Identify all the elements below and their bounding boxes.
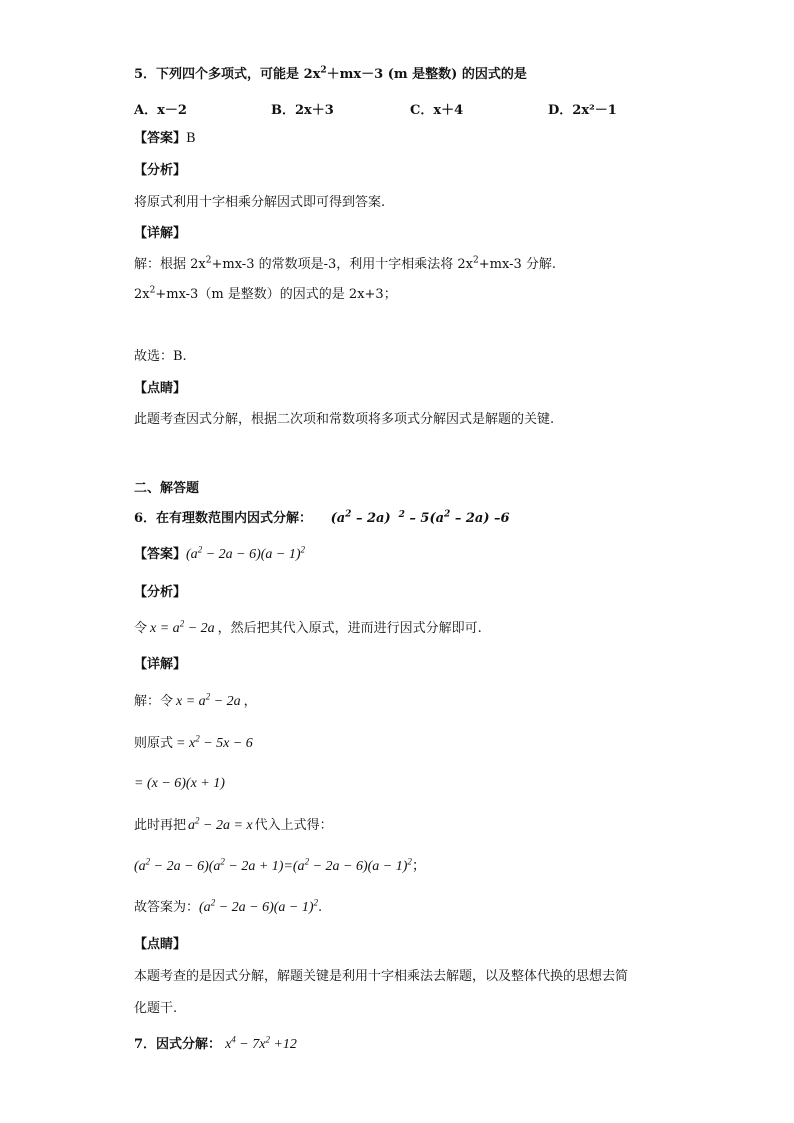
text: +mx-3 分解. [478, 257, 557, 272]
text: +mx-3（m 是整数）的因式的是 2x+3； [155, 287, 397, 302]
text: − 5x − 6 [199, 736, 253, 751]
q6-comment-line-2: 化题干. [134, 1001, 178, 1016]
q5-option-a [134, 99, 187, 118]
text: (a [330, 511, 346, 526]
text: +mx-3 的常数项是-3，利用十字相乘法将 2x [211, 257, 474, 272]
q5-stem-sup: 2 [320, 65, 327, 76]
q5-option-c [410, 99, 463, 118]
q5-stem-text-a: 下列四个多项式，可能是 2x [156, 67, 321, 82]
answer-tag: 【答案】 [134, 547, 187, 562]
sup: 2 [210, 897, 216, 908]
q6-detail-line-1 [134, 693, 257, 711]
answer-math [186, 544, 306, 562]
q6-number: 6． [134, 511, 157, 526]
text: − 2a − 6)(a − 1) [215, 900, 314, 915]
q5-option-b [271, 99, 334, 118]
q5-option-d [548, 99, 617, 118]
q7-stem [134, 1036, 297, 1054]
option-text: 2x＋3 [295, 103, 334, 118]
text: x = a [176, 694, 206, 709]
sup: 2 [220, 856, 225, 867]
q6-analysis-text [134, 620, 482, 638]
q5-comment-tag: 【点睛】 [134, 381, 187, 396]
text: − 2a [184, 621, 215, 636]
option-label: D． [548, 103, 573, 118]
q5-comment-text: 此题考查因式分解，根据二次项和常数项将多项式分解因式是解题的关键. [134, 412, 555, 427]
sup: 2 [304, 856, 310, 867]
answer-value: B [186, 131, 196, 146]
text: x = a [150, 621, 180, 636]
sup: 2 [444, 509, 451, 520]
text: (a [199, 900, 211, 915]
q6-analysis-tag: 【分析】 [134, 585, 187, 600]
sup: 4 [231, 1034, 236, 1045]
option-label: A． [134, 103, 158, 118]
q5-stem-text-b: ＋mx－3 (m 是整数) 的因式的是 [326, 67, 527, 82]
q5-answer [134, 130, 196, 148]
text: (a [186, 547, 198, 562]
math [150, 618, 215, 636]
math [176, 733, 253, 751]
option-text: x＋4 [433, 103, 464, 118]
text: 此时再把 [134, 818, 187, 833]
answer-tag: 【答案】 [134, 131, 187, 146]
q6-stem-text: 在有理数范围内因式分解： [156, 511, 313, 526]
text: − 7x [235, 1037, 266, 1052]
text: − 2a [210, 694, 241, 709]
text: x [225, 1037, 232, 1052]
text: – 2a) –6 [450, 511, 510, 526]
q5-choose: 故选：B. [134, 349, 187, 364]
sup: 2 [313, 897, 319, 908]
q6-detail-tag: 【详解】 [134, 657, 187, 672]
text: ， [243, 694, 257, 709]
q7-stem-text: 因式分解： [156, 1037, 222, 1052]
text: ； [411, 859, 426, 874]
option-label: B． [271, 103, 295, 118]
q5-analysis-tag: 【分析】 [134, 163, 187, 178]
q7-number: 7． [134, 1037, 157, 1052]
q6-detail-line-3: = (x − 6)(x + 1) [134, 776, 225, 791]
text: − 2a − 6)(a − 1) [309, 859, 408, 874]
option-label: C． [410, 103, 434, 118]
q5-detail-line-1 [134, 256, 556, 274]
text: − 2a + 1)=(a [224, 859, 305, 874]
text: 则原式 [134, 736, 174, 751]
text: − 2a − 6)(a − 1) [202, 547, 301, 562]
text: = x [176, 736, 196, 751]
q6-comment-line-1: 本题考查的是因式分解，解题关键是利用十字相乘法去解题，以及整体代换的思想去简 [134, 969, 629, 984]
sup: 2 [407, 856, 412, 867]
math [188, 815, 253, 833]
math [199, 897, 319, 915]
sup: 2 [195, 815, 200, 826]
q6-final-answer [134, 899, 322, 917]
text: 解：令 [134, 694, 174, 709]
text: (a [134, 859, 146, 874]
text: 2x [134, 287, 150, 302]
q5-detail-line-2 [134, 286, 397, 304]
q7-expression [225, 1034, 297, 1052]
sup: 2 [205, 691, 211, 702]
sup: 2 [197, 544, 203, 555]
q5-stem [134, 66, 527, 84]
section-title: 二、解答题 [134, 481, 200, 496]
sup: 2 [145, 856, 151, 867]
option-text: x－2 [157, 103, 187, 118]
sup: 2 [300, 544, 306, 555]
text: +12 [269, 1037, 297, 1052]
q5-analysis-text: 将原式利用十字相乘分解因式即可得到答案. [134, 195, 386, 210]
q6-expression [331, 511, 510, 526]
text: 故答案为： [134, 900, 200, 915]
q6-stem [134, 510, 510, 528]
sup: 2 [265, 1034, 270, 1045]
text: 代入上式得： [254, 818, 333, 833]
q6-detail-line-5 [134, 858, 426, 876]
sup: 2 [205, 255, 212, 266]
text: . [318, 900, 323, 915]
text: – 2a) [351, 511, 391, 526]
text: 令 [134, 621, 148, 636]
option-text: 2x²－1 [572, 103, 617, 118]
text: 解：根据 2x [134, 257, 206, 272]
q6-answer [134, 546, 305, 564]
q6-detail-line-4 [134, 817, 333, 835]
sup: 2 [149, 285, 156, 296]
sup: 2 [345, 509, 352, 520]
math [176, 691, 241, 709]
text: – 5(a [404, 511, 445, 526]
q6-detail-line-2 [134, 735, 253, 753]
sup: 2 [473, 255, 479, 266]
sup: 2 [398, 509, 405, 520]
text: ，然后把其代入原式，进而进行因式分解即可. [217, 621, 482, 636]
q5-detail-tag: 【详解】 [134, 226, 187, 241]
sup: 2 [195, 733, 200, 744]
q6-comment-tag: 【点睛】 [134, 937, 187, 952]
q5-number: 5． [134, 67, 157, 82]
text: − 2a = x [199, 818, 253, 833]
text: a [188, 818, 196, 833]
sup: 2 [179, 618, 185, 629]
text: − 2a − 6)(a [150, 859, 221, 874]
